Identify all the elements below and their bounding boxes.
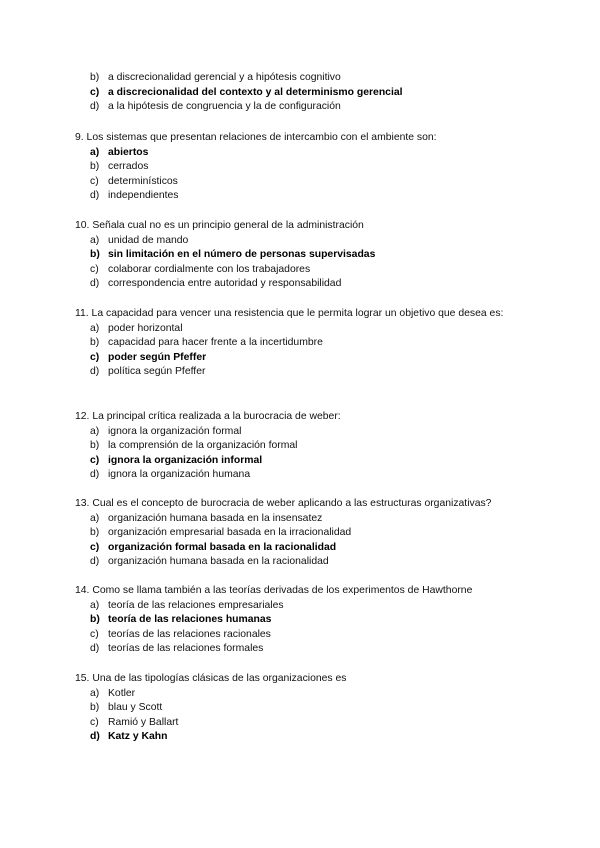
option-text: sin limitación en el número de personas supervisadas bbox=[108, 249, 376, 260]
option-text: organización humana basada en la insensatez bbox=[108, 512, 323, 524]
option-item bbox=[75, 599, 535, 614]
option-text: Katz y Kahn bbox=[108, 731, 168, 742]
option-text: teorías de las relaciones racionales bbox=[108, 628, 271, 640]
option-text: organización humana basada en la racionalidad bbox=[108, 556, 329, 567]
option-text: poder horizontal bbox=[108, 322, 183, 334]
question-stem: 13. Cual es el concepto de burocracia de weber aplicando a las estructuras organizativas? bbox=[75, 498, 492, 509]
option-item bbox=[75, 512, 535, 527]
option-text: la comprensión de la organización formal bbox=[108, 440, 298, 451]
option-letter: d) bbox=[90, 101, 100, 112]
option-letter: d) bbox=[90, 643, 100, 654]
option-text: abiertos bbox=[108, 146, 149, 158]
question-block bbox=[75, 219, 535, 292]
option-item bbox=[75, 628, 535, 643]
option-letter: a) bbox=[90, 687, 100, 699]
question-stem: 12. La principal crítica realizada a la burocracia de weber: bbox=[75, 411, 341, 422]
option-item-correct bbox=[75, 730, 535, 745]
question-block bbox=[75, 497, 535, 570]
option-letter: b) bbox=[90, 527, 100, 538]
option-item bbox=[75, 175, 535, 190]
option-text: poder según Pfeffer bbox=[108, 351, 207, 363]
option-letter: c) bbox=[90, 263, 99, 275]
option-letter: d) bbox=[90, 190, 100, 201]
option-text: a la hipótesis de congruencia y la de configuración bbox=[108, 101, 341, 112]
option-letter: b) bbox=[90, 72, 100, 83]
question-block bbox=[75, 307, 535, 380]
option-item bbox=[75, 425, 535, 440]
option-letter: c) bbox=[90, 541, 100, 553]
option-item bbox=[75, 365, 535, 380]
option-item bbox=[75, 439, 535, 454]
option-letter: c) bbox=[90, 454, 100, 466]
option-text: capacidad para hacer frente a la incertidumbre bbox=[108, 337, 323, 348]
option-text: ignora la organización formal bbox=[108, 425, 242, 437]
option-letter: c) bbox=[90, 351, 100, 363]
option-letter: d) bbox=[90, 278, 100, 289]
option-item bbox=[75, 701, 535, 716]
option-letter: d) bbox=[90, 731, 100, 742]
option-item bbox=[75, 716, 535, 731]
option-letter: a) bbox=[90, 599, 100, 611]
option-letter: d) bbox=[90, 469, 100, 480]
option-letter: b) bbox=[90, 702, 100, 713]
option-item-correct bbox=[75, 146, 535, 161]
option-text: unidad de mando bbox=[108, 234, 189, 246]
option-item-correct bbox=[75, 351, 535, 366]
option-letter: d) bbox=[90, 366, 100, 377]
question-stem: 11. La capacidad para vencer una resistencia que le permita lograr un objetivo que desea es: bbox=[75, 308, 504, 319]
option-letter: c) bbox=[90, 628, 99, 640]
option-letter: a) bbox=[90, 512, 100, 524]
option-letter: b) bbox=[90, 161, 100, 172]
option-item bbox=[75, 100, 535, 115]
option-text: política según Pfeffer bbox=[108, 366, 206, 377]
option-text: teoría de las relaciones empresariales bbox=[108, 599, 284, 611]
question-stem: 10. Señala cual no es un principio general de la administración bbox=[75, 220, 364, 231]
option-item bbox=[75, 336, 535, 351]
option-letter: c) bbox=[90, 86, 100, 98]
option-text: teorías de las relaciones formales bbox=[108, 643, 264, 654]
question-stem: 9. Los sistemas que presentan relaciones de intercambio con el ambiente son: bbox=[75, 132, 437, 143]
option-letter: a) bbox=[90, 234, 100, 246]
continuation-options bbox=[75, 71, 535, 115]
option-text: determinísticos bbox=[108, 175, 178, 187]
option-letter: b) bbox=[90, 614, 100, 625]
option-item-correct bbox=[75, 613, 535, 628]
option-text: ignora la organización informal bbox=[108, 454, 263, 466]
option-text: independientes bbox=[108, 190, 179, 201]
option-item bbox=[75, 160, 535, 175]
option-text: ignora la organización humana bbox=[108, 469, 251, 480]
option-item bbox=[75, 322, 535, 337]
option-text: colaborar cordialmente con los trabajadores bbox=[108, 263, 311, 275]
option-item bbox=[75, 642, 535, 657]
option-item-correct bbox=[75, 454, 535, 469]
question-block bbox=[75, 410, 535, 483]
option-text: Kotler bbox=[108, 687, 136, 699]
option-letter: a) bbox=[90, 425, 100, 437]
option-item bbox=[75, 263, 535, 278]
option-item bbox=[75, 555, 535, 570]
option-item bbox=[75, 468, 535, 483]
option-letter: b) bbox=[90, 249, 100, 260]
option-item bbox=[75, 234, 535, 249]
option-letter: d) bbox=[90, 556, 100, 567]
question-block bbox=[75, 672, 535, 745]
option-letter: c) bbox=[90, 716, 99, 728]
option-text: organización empresarial basada en la irracionalidad bbox=[108, 527, 352, 538]
question-stem: 14. Como se llama también a las teorías derivadas de los experimentos de Hawthorne bbox=[75, 585, 473, 596]
option-text: a discrecionalidad del contexto y al determinismo gerencial bbox=[108, 86, 403, 98]
option-item bbox=[75, 71, 535, 86]
option-text: Ramió y Ballart bbox=[108, 716, 179, 728]
question-block bbox=[75, 131, 535, 204]
option-text: a discrecionalidad gerencial y a hipótesis cognitivo bbox=[108, 72, 341, 83]
option-item bbox=[75, 189, 535, 204]
option-letter: a) bbox=[90, 322, 100, 334]
option-item bbox=[75, 526, 535, 541]
option-text: cerrados bbox=[108, 161, 149, 172]
option-item-correct bbox=[75, 541, 535, 556]
option-item-correct bbox=[75, 86, 535, 101]
option-item bbox=[75, 687, 535, 702]
option-letter: a) bbox=[90, 146, 100, 158]
option-text: teoría de las relaciones humanas bbox=[108, 614, 272, 625]
question-stem: 15. Una de las tipologías clásicas de las organizaciones es bbox=[75, 673, 347, 684]
option-letter: b) bbox=[90, 440, 100, 451]
option-text: organización formal basada en la racionalidad bbox=[108, 541, 337, 553]
option-item bbox=[75, 277, 535, 292]
question-block bbox=[75, 584, 535, 657]
option-text: correspondencia entre autoridad y responsabilidad bbox=[108, 278, 342, 289]
option-text: blau y Scott bbox=[108, 702, 163, 713]
option-letter: b) bbox=[90, 337, 100, 348]
option-item-correct bbox=[75, 248, 535, 263]
option-letter: c) bbox=[90, 175, 99, 187]
